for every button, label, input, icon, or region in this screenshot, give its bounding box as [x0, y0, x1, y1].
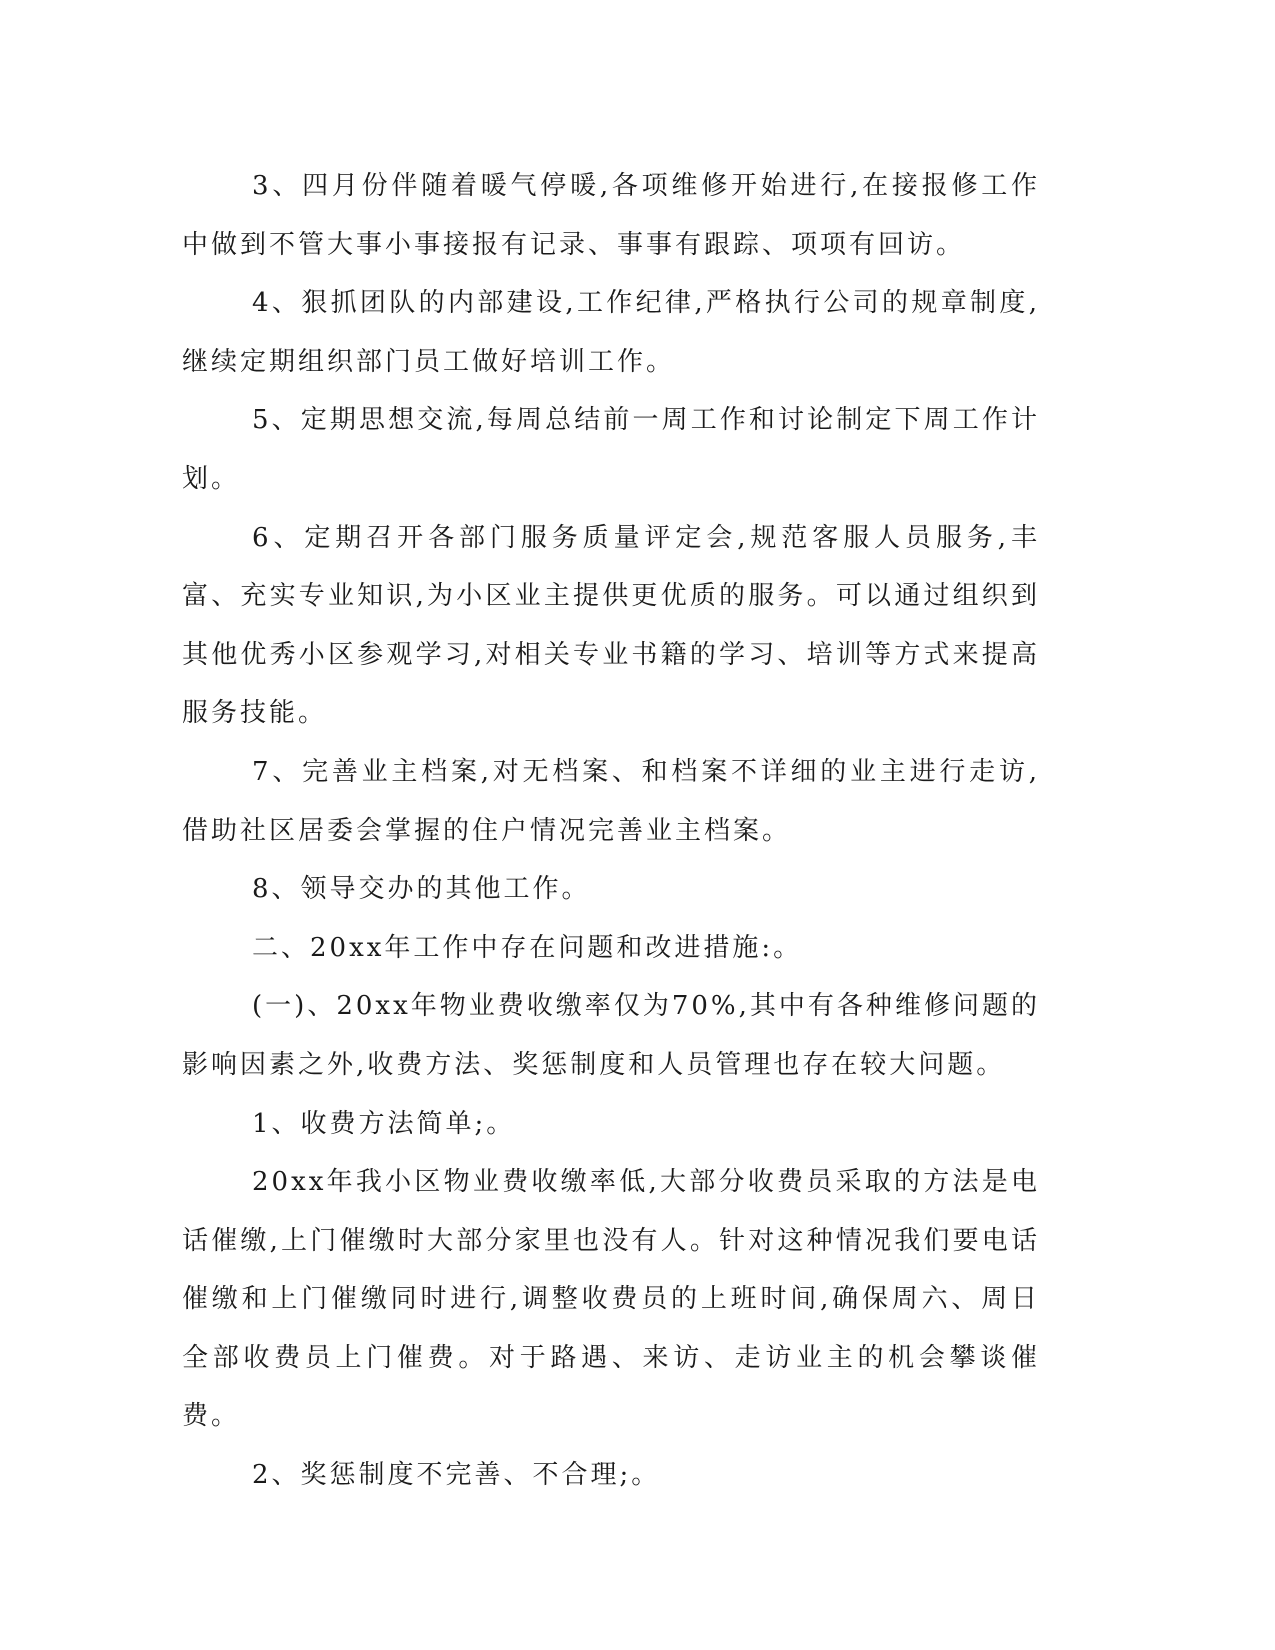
paragraph-item-5: 5、定期思想交流,每周总结前一周工作和讨论制定下周工作计划。: [182, 405, 1040, 494]
section-heading-problems: 二、20xx年工作中存在问题和改进措施:。: [252, 932, 803, 963]
paragraph-item-3: 3、四月份伴随着暖气停暖,各项维修开始进行,在接报修工作中做到不管大事小事接报有记录、事事有跟踪、项项有回访。: [182, 171, 1040, 260]
subheading-collection-method: 1、收费方法简单;。: [252, 1108, 516, 1139]
paragraph-item-8: 8、领导交办的其他工作。: [252, 874, 591, 905]
paragraph-item-4: 4、狠抓团队的内部建设,工作纪律,严格执行公司的规章制度,继续定期组织部门员工做好培训工作。: [182, 288, 1040, 377]
paragraph-fee-collection-rate: (一)、20xx年物业费收缴率仅为70%,其中有各种维修问题的影响因素之外,收费方法、奖惩制度和人员管理也存在较大问题。: [182, 991, 1040, 1080]
paragraph-item-6: 6、定期召开各部门服务质量评定会,规范客服人员服务,丰富、充实专业知识,为小区业主提供更优质的服务。可以通过组织到其他优秀小区参观学习,对相关专业书籍的学习、培训等方式来提高服务技能。: [182, 522, 1040, 729]
paragraph-collection-method-detail: 20xx年我小区物业费收缴率低,大部分收费员采取的方法是电话催缴,上门催缴时大部分家里也没有人。针对这种情况我们要电话催缴和上门催缴同时进行,调整收费员的上班时间,确保周六、周日全部收费员上门催费。对于路遇、来访、走访业主的机会攀谈催费。: [182, 1167, 1040, 1432]
subheading-reward-punishment: 2、奖惩制度不完善、不合理;。: [252, 1460, 661, 1491]
document-body: [182, 157, 1040, 1505]
paragraph-item-7: 7、完善业主档案,对无档案、和档案不详细的业主进行走访,借助社区居委会掌握的住户情况完善业主档案。: [182, 756, 1040, 846]
